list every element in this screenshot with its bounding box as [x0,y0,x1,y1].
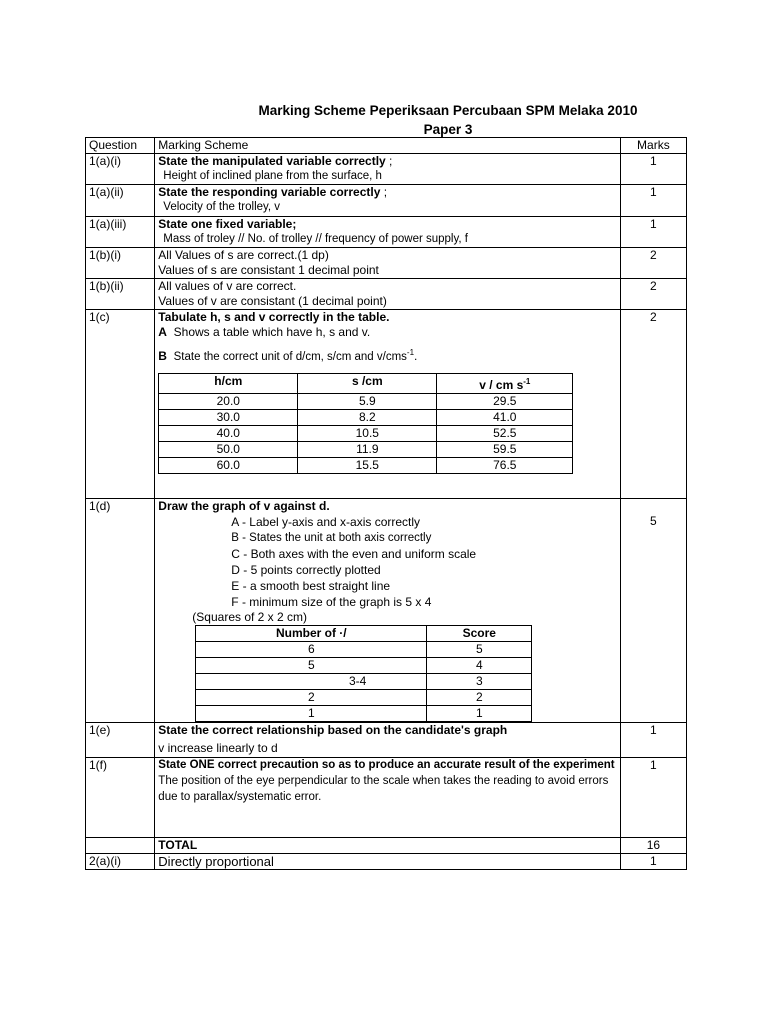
table-row [86,185,687,217]
criterion-heading: Draw the graph of v against d. [158,499,330,513]
marks-value: 1 [620,217,686,248]
scheme-cell [155,154,620,185]
results-header-s: s /cm [298,374,437,394]
marks-value: 1 [620,723,686,758]
cell: 29.5 [437,394,573,410]
cell: 60.0 [159,458,298,474]
question-number: 1(e) [86,723,155,758]
scheme-cell [155,723,620,758]
results-header-h: h/cm [159,374,298,394]
results-row [159,458,573,474]
cell: 5.9 [298,394,437,410]
cell: 10.5 [298,426,437,442]
results-header-row [159,374,573,394]
scheme-cell [155,499,620,723]
score-row [196,674,532,690]
criterion-heading: State the responding variable correctly [158,185,381,199]
table-row [86,854,687,870]
table-row [86,154,687,185]
cell: 41.0 [437,410,573,426]
scheme-cell [155,279,620,310]
table-row [86,499,687,723]
results-header-v [437,374,573,394]
criterion-line: F - minimum size of the graph is 5 x 4 [231,595,432,609]
cell: 11.9 [298,442,437,458]
marks-value: 1 [620,154,686,185]
score-row [196,658,532,674]
scheme-cell [155,185,620,217]
results-row [159,410,573,426]
total-label: TOTAL [155,838,620,854]
table-row [86,217,687,248]
scheme-cell [155,758,620,838]
marks-value: 2 [620,310,686,499]
criterion-text: State the correct unit of d/cm, s/cm and v/cms [173,351,407,363]
criterion-line: Values of v are consistant (1 decimal point) [158,294,387,308]
criterion-heading: State ONE correct precaution so as to produce an accurate result of the experiment [158,759,615,771]
criterion-line: Values of s are consistant 1 decimal point [158,263,379,277]
question-number: 1(d) [86,499,155,723]
cell: 5 [427,642,532,658]
score-header-row [196,626,532,642]
criterion-heading: State one fixed variable; [158,217,297,231]
score-table [195,625,532,722]
criterion-line: D - 5 points correctly plotted [231,563,381,577]
marks-value: 1 [620,185,686,217]
criterion-item-b [158,345,616,365]
marks-value: 2 [620,248,686,279]
cell: 1 [427,706,532,722]
criterion-heading: State the manipulated variable correctly [158,154,386,168]
graph-criteria [158,514,616,610]
header-marks: Marks [620,138,686,154]
question-number: 1(b)(ii) [86,279,155,310]
criterion-answer: Velocity of the trolley, v [163,201,281,213]
question-number: 1(c) [86,310,155,499]
score-row [196,690,532,706]
criterion-suffix: ; [385,154,393,168]
question-number: 1(a)(i) [86,154,155,185]
scheme-cell [155,248,620,279]
criterion-letter: B [158,349,167,363]
criterion-line: E - a smooth best straight line [231,579,391,593]
criterion-line: C - Both axes with the even and uniform scale [231,547,477,561]
question-number: 1(f) [86,758,155,838]
marking-scheme-table [85,137,687,870]
marks-value [620,499,686,723]
score-row [196,642,532,658]
question-number: 2(a)(i) [86,854,155,870]
question-number: 1(a)(ii) [86,185,155,217]
marks-value: 1 [620,854,686,870]
header-marking-scheme: Marking Scheme [155,138,620,154]
total-marks: 16 [620,838,686,854]
score-header-score: Score [427,626,532,642]
table-row [86,723,687,758]
criterion-answer: The position of the eye perpendicular to the scale when takes the reading to avoid errors due to parallax/systematic error. [158,775,609,803]
total-row [86,838,687,854]
criterion-line: All values of v are correct. [158,279,297,293]
marks-value: 1 [620,758,686,838]
document-title: Marking Scheme Peperiksaan Percubaan SPM Melaka 2010 [258,103,638,118]
cell: 59.5 [437,442,573,458]
criterion-end: . [414,349,418,363]
cell: 6 [196,642,427,658]
cell: 20.0 [159,394,298,410]
document-subtitle: Paper 3 [423,122,473,137]
cell: 5 [196,658,427,674]
cell: 4 [427,658,532,674]
marks-text: 5 [650,514,657,528]
question-number: 1(a)(iii) [86,217,155,248]
score-row [196,706,532,722]
criterion-answer: Height of inclined plane from the surface, h [163,170,382,182]
results-row [159,442,573,458]
criterion-heading: State the correct relationship based on the candidate's graph [158,723,508,737]
question-number: 1(b)(i) [86,248,155,279]
criterion-answer: Directly proportional [155,854,620,870]
results-row [159,394,573,410]
table-row [86,248,687,279]
table-row [86,758,687,838]
criterion-line: B - States the unit at both axis correctly [231,532,432,544]
criterion-answer: Mass of troley // No. of trolley // frequency of power supply, f [163,233,468,245]
cell: 2 [196,690,427,706]
superscript: -1 [523,377,531,386]
cell: 3-4 [196,674,427,690]
results-row [159,426,573,442]
question-number-empty [86,838,155,854]
cell: 15.5 [298,458,437,474]
cell: 8.2 [298,410,437,426]
table-header-row [86,138,687,154]
criterion-line: All Values of s are correct.(1 dp) [158,248,329,262]
cell: 3 [427,674,532,690]
cell: 52.5 [437,426,573,442]
cell: 76.5 [437,458,573,474]
cell: 50.0 [159,442,298,458]
cell: 30.0 [159,410,298,426]
criterion-letter: A [158,325,167,339]
criterion-text: Shows a table which have h, s and v. [173,325,371,339]
superscript: -1 [406,348,415,357]
header-text: v / cm s [479,378,524,392]
marks-value: 2 [620,279,686,310]
table-row [86,279,687,310]
cell: 1 [196,706,427,722]
graph-note: (Squares of 2 x 2 cm) [192,610,308,624]
header-question: Question [86,138,155,154]
criterion-heading: Tabulate h, s and v correctly in the table. [158,310,390,324]
results-table [158,373,573,474]
criterion-item-a [158,325,616,340]
criterion-suffix: ; [380,185,388,199]
criterion-line: A - Label y-axis and x-axis correctly [231,515,421,529]
cell: 2 [427,690,532,706]
score-header-number: Number of ·/ [196,626,427,642]
scheme-cell [155,217,620,248]
table-row [86,310,687,499]
scheme-cell [155,310,620,499]
criterion-answer: v increase linearly to d [158,741,278,755]
cell: 40.0 [159,426,298,442]
